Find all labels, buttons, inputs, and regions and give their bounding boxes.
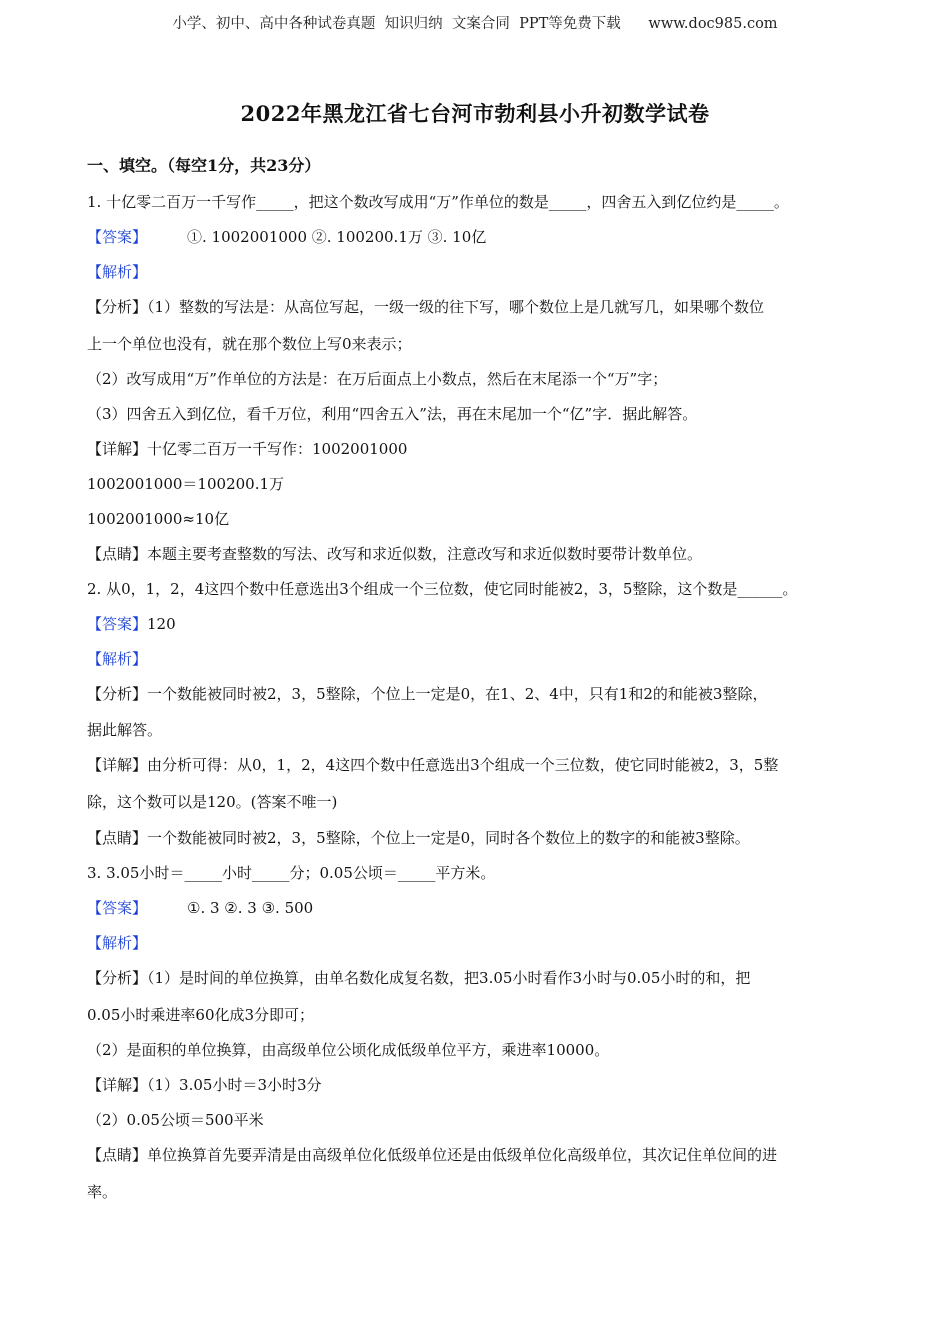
q2-answer-line	[87, 614, 176, 634]
q3-comment: 【点睛】单位换算首先要弄清是由高级单位化低级单位还是由低级单位化高级单位，其次记住单位间的进	[87, 1146, 778, 1164]
answer-tag: 【答案】	[87, 615, 148, 633]
q3-answer-line	[87, 898, 313, 918]
q1-question: 1. 十亿零二百万一千写作_____，把这个数改写成用“万”作单位的数是_____，四舍五入到亿位约是_____。	[87, 193, 789, 211]
q3-question: 3. 3.05小时＝_____小时_____分；0.05公顷＝_____平方米。	[87, 864, 496, 882]
q2-analysis: 【分析】一个数能被同时被2，3，5整除，个位上一定是0，在1、2、4中，只有1和2的和能被3整除，	[87, 685, 768, 703]
q2-answer: 120	[147, 615, 176, 633]
page-header: 小学、初中、高中各种试卷真题 知识归纳 文案合同 PPT等免费下载 www.doc985.com	[172, 16, 778, 32]
q3-detail-2: （2）0.05公顷＝500平米	[87, 1111, 264, 1129]
section-heading: 一、填空。（每空1分，共23分）	[87, 156, 321, 175]
q3-detail: 【详解】（1）3.05小时＝3小时3分	[87, 1076, 322, 1094]
q3-analysis-cont: 0.05小时乘进率60化成3分即可；	[87, 1006, 315, 1024]
q2-analysis-cont: 据此解答。	[87, 721, 163, 739]
jiexi-tag: 【解析】	[87, 263, 148, 281]
q2-comment: 【点睛】一个数能被同时被2，3，5整除，个位上一定是0，同时各个数位上的数字的和能被3整除。	[87, 829, 750, 847]
q2-question: 2. 从0，1，2，4这四个数中任意选出3个组成一个三位数，使它同时能被2，3，5整除，这个数是______。	[87, 580, 798, 598]
q1-detail: 【详解】十亿零二百万一千写作：1002001000	[87, 440, 408, 458]
q1-answer: ①. 1002001000 ②. 100200.1万 ③. 10亿	[187, 228, 487, 246]
q1-analysis-3: （3）四舍五入到亿位，看千万位，利用“四舍五入”法，再在末尾加一个“亿”字．据此解答。	[87, 405, 698, 423]
q3-analysis-2: （2）是面积的单位换算，由高级单位公顷化成低级单位平方，乘进率10000。	[87, 1041, 610, 1059]
answer-tag: 【答案】	[87, 899, 148, 917]
q2-detail: 【详解】由分析可得：从0，1，2，4这四个数中任意选出3个组成一个三位数，使它同时能被2，3，5整	[87, 756, 779, 774]
q3-comment-cont: 率。	[87, 1183, 118, 1201]
answer-tag: 【答案】	[87, 228, 148, 246]
q1-analysis-2: （2）改写成用“万”作单位的方法是：在万后面点上小数点，然后在末尾添一个“万”字；	[87, 370, 668, 388]
q1-answer-line	[87, 227, 486, 247]
q1-comment: 【点睛】本题主要考查整数的写法、改写和求近似数，注意改写和求近似数时要带计数单位。	[87, 545, 703, 563]
q1-detail-2: 1002001000＝100200.1万	[87, 475, 285, 493]
q2-detail-cont: 除，这个数可以是120。(答案不唯一)	[87, 793, 338, 811]
jiexi-tag: 【解析】	[87, 934, 148, 952]
q1-analysis: 【分析】（1）整数的写法是：从高位写起，一级一级的往下写，哪个数位上是几就写几，如果哪个数位	[87, 298, 765, 316]
q1-analysis-cont: 上一个单位也没有，就在那个数位上写0来表示；	[87, 335, 412, 353]
q3-analysis: 【分析】（1）是时间的单位换算，由单名数化成复名数，把3.05小时看作3小时与0.05小时的和，把	[87, 969, 751, 987]
page-title: 2022年黑龙江省七台河市勃利县小升初数学试卷	[240, 101, 710, 126]
jiexi-tag: 【解析】	[87, 650, 148, 668]
q3-answer: ①. 3 ②. 3 ③. 500	[187, 899, 314, 917]
q1-detail-3: 1002001000≈10亿	[87, 510, 230, 528]
